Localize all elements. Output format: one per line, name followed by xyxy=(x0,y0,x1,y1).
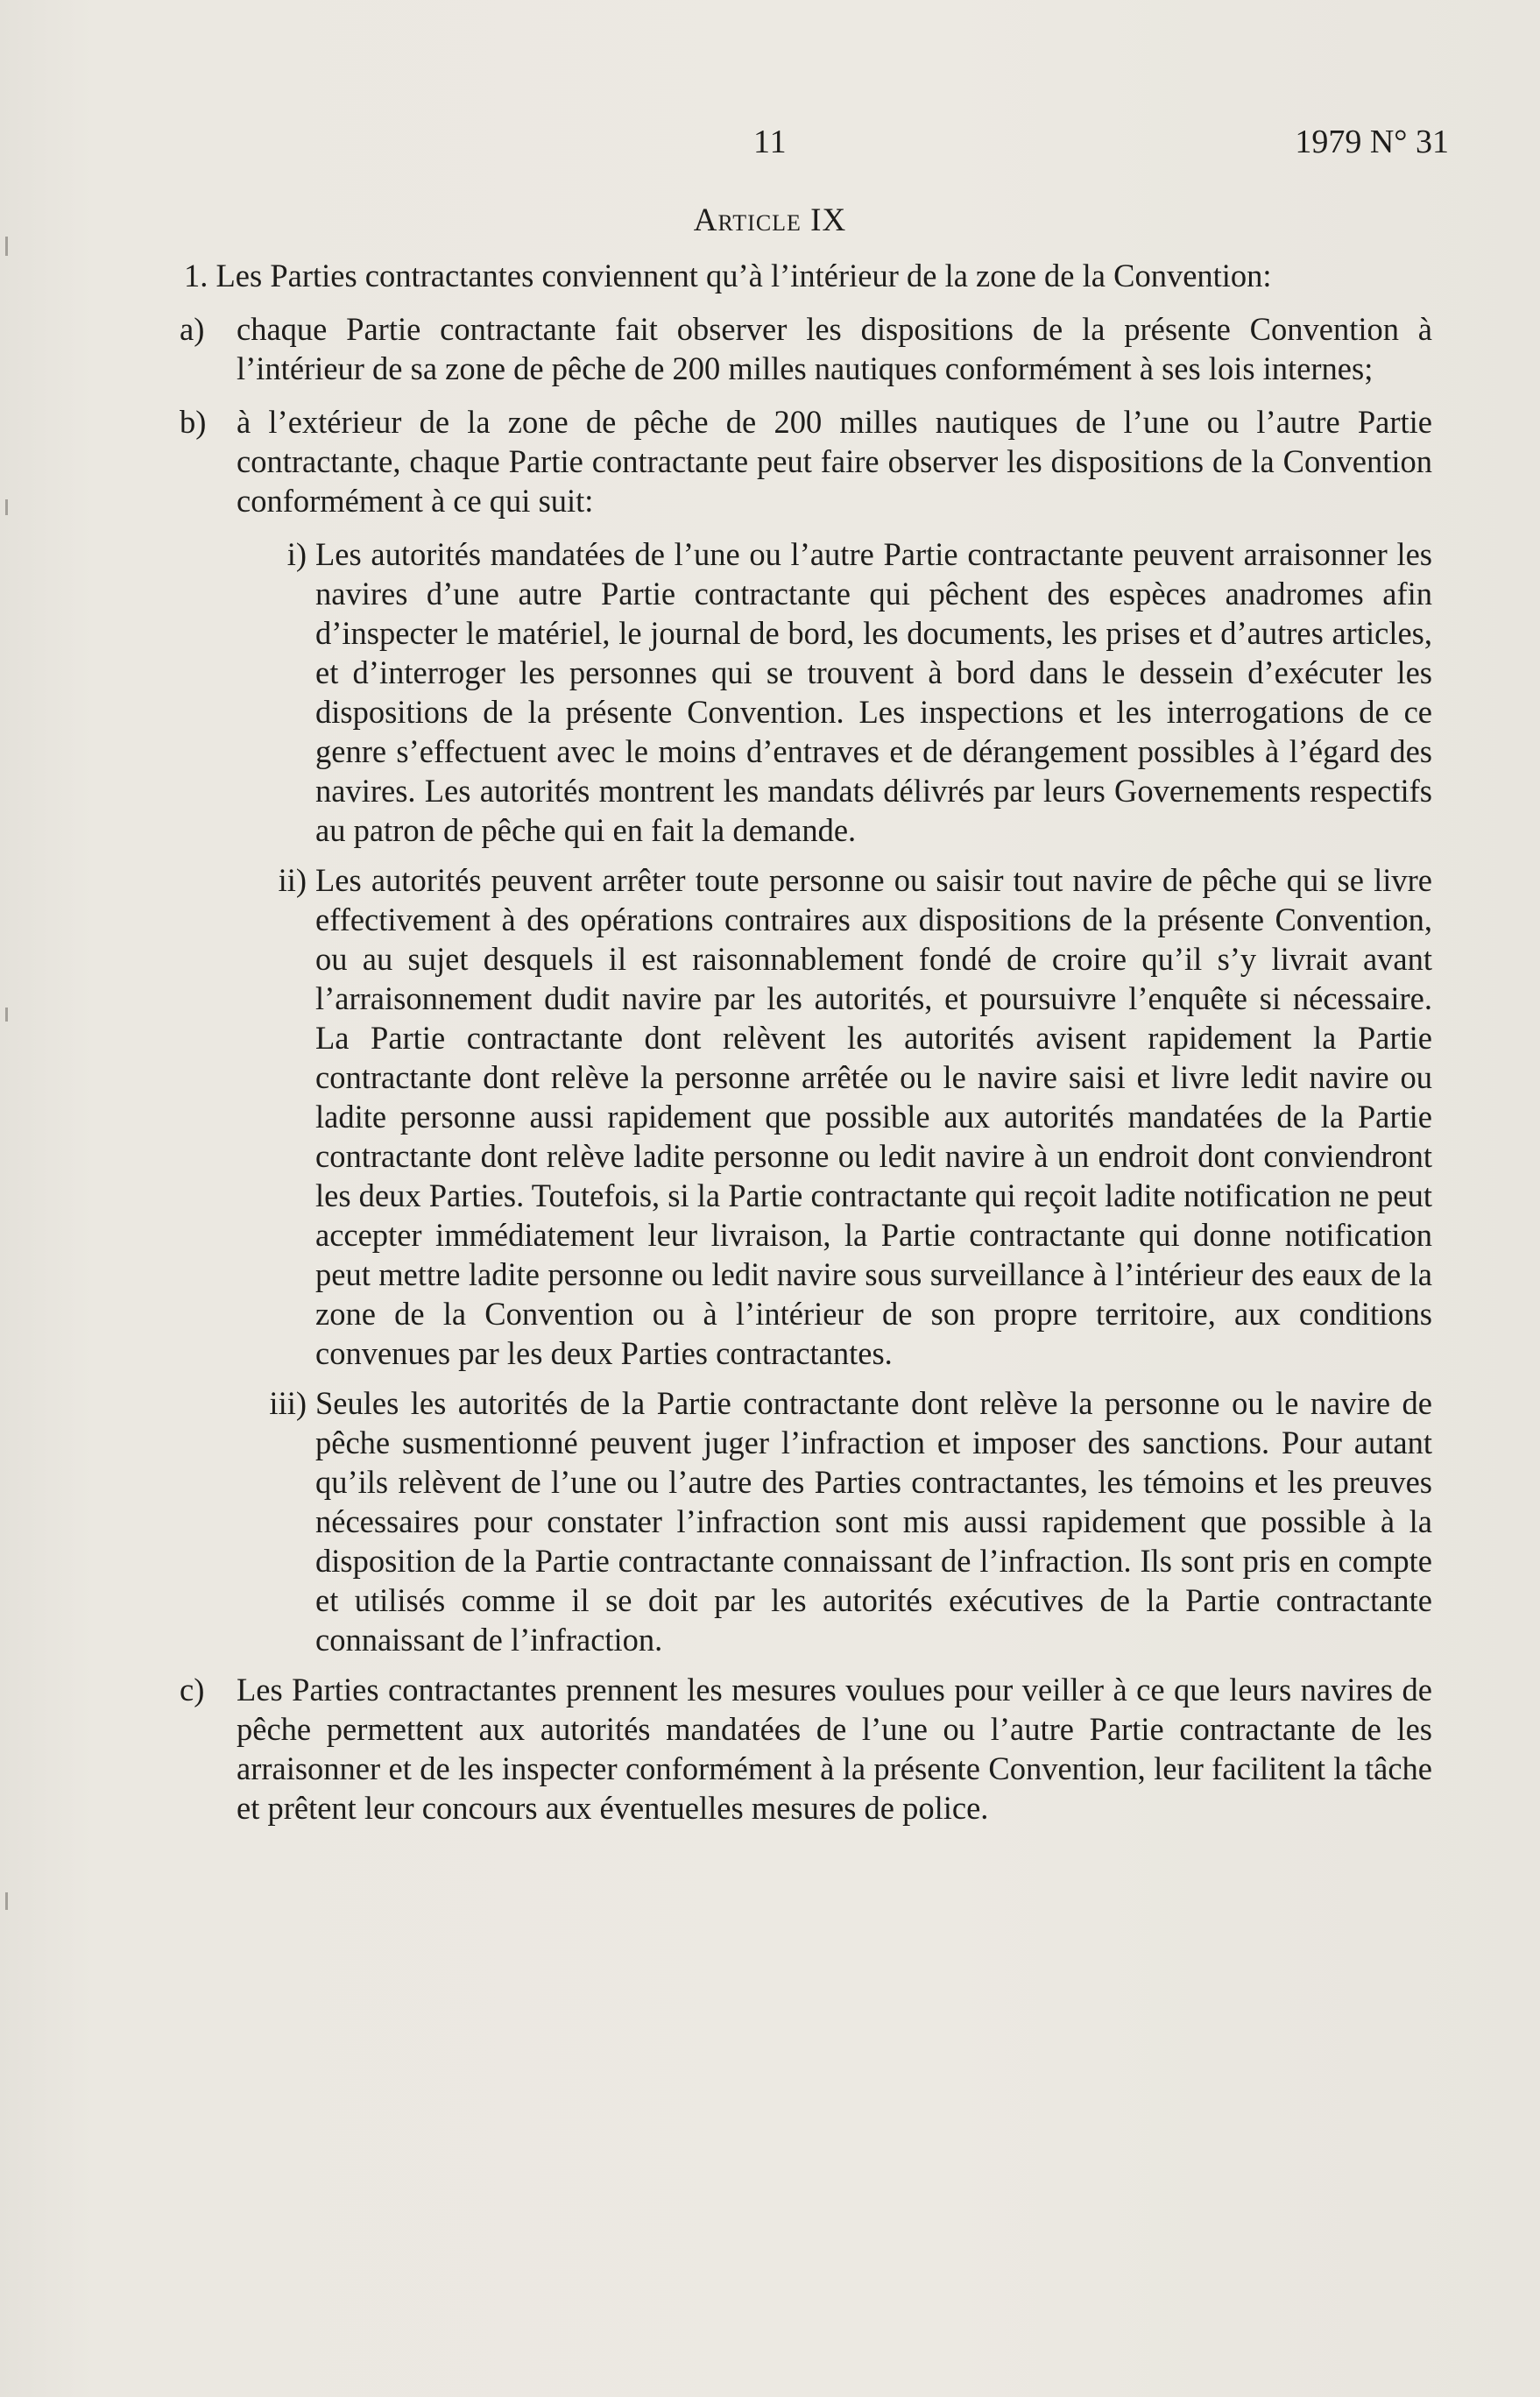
sub-item-label: ii) xyxy=(278,862,307,898)
list-item-a xyxy=(153,309,1432,388)
list-item-label: c) xyxy=(180,1672,205,1708)
sub-item-label: i) xyxy=(286,536,307,572)
sub-item-text: Seules les autorités de la Partie contractante dont relève la personne ou le navire de pêche susmentionné peuvent juger l’infraction et imposer des sanctions. Pour autant qu’ils relèvent de l’une ou l’autre des Parties contractantes, les témoins et les preuves nécessaires pour constater l’infraction sont mis aussi rapidement que possible à la disposition de la Partie contractante connaissant de l’infraction. Ils sont pris en compte et utilisés comme il se doit par les autorités exécutives de la Partie contractante connaissant de l’infraction. xyxy=(315,1385,1432,1658)
sub-item-label: iii) xyxy=(269,1385,307,1421)
sub-item-iii xyxy=(153,1383,1432,1659)
sub-item-ii xyxy=(153,860,1432,1373)
article-body xyxy=(153,256,1432,1842)
paragraph-1: 1. Les Parties contractantes conviennent qu’à l’intérieur de la zone de la Convention: xyxy=(184,258,1272,293)
sub-item-text: Les autorités mandatées de l’une ou l’autre Partie contractante peuvent arraisonner les navires d’une autre Partie contractante qui pêchent des espèces anadromes afin d’inspecter le matériel, le journal de bord, les documents, les prises et d’autres articles, et d’interroger les personnes qui se trouvent à bord dans le dessein d’exécuter les dispositions de la présente Convention. Les inspections et les interrogations de ce genre s’effectuent avec le moins d’entraves et de dérangement possibles à l’égard des navires. Les autorités montrent les mandats délivrés par leurs Governements respectifs au patron de pêche qui en fait la demande. xyxy=(315,536,1432,848)
list-item-text: à l’extérieur de la zone de pêche de 200 milles nautiques de l’une ou l’autre Partie contractante, chaque Partie contractante peut faire observer les dispositions de la Convention conformément à ce qui suit: xyxy=(237,404,1432,519)
scan-edge-mark xyxy=(5,499,8,515)
article-title: Article IX xyxy=(693,202,847,238)
list-item-text: Les Parties contractantes prennent les mesures voulues pour veiller à ce que leurs navires de pêche permettent aux autorités mandatées de l’une ou l’autre Partie contractante de les arraisonner et de les inspecter conformément à la présente Convention, leur facilitent la tâche et prêtent leur concours aux éventuelles mesures de police. xyxy=(237,1672,1432,1826)
sub-item-text: Les autorités peuvent arrêter toute personne ou saisir tout navire de pêche qui se livre effectivement à des opérations contraires aux dispositions de la présente Convention, ou au sujet desquels il est raisonnablement fondé de croire qu’il s’y livrait avant l’arraisonnement dudit navire par les autorités, et poursuivre l’enquête si nécessaire. La Partie contractante dont relèvent les autorités avisent rapidement la Partie contractante dont relève la personne arrêtée ou le navire saisi et livre ledit navire ou ladite personne aussi rapidement que possible aux autorités mandatées de la Partie contractante dont relève ladite personne ou ledit navire à un endroit dont conviendront les deux Parties. Toutefois, si la Partie contractante qui reçoit ladite notification ne peut accepter immédiatement leur livraison, la Partie contractante qui donne notification peut mettre ladite personne ou ledit navire sous surveillance à l’intérieur des eaux de la zone de la Convention ou à l’intérieur de son propre territoire, aux conditions convenues par les deux Parties contractantes. xyxy=(315,862,1432,1371)
document-year-number: 1979 N° 31 xyxy=(1295,124,1449,160)
list-item-text: chaque Partie contractante fait observer les dispositions de la présente Convention à l’intérieur de sa zone de pêche de 200 milles nautiques conformément à ses lois internes; xyxy=(237,311,1432,386)
scan-edge-mark xyxy=(5,1892,8,1910)
list-item-c xyxy=(153,1670,1432,1828)
list-item-label: b) xyxy=(180,404,207,440)
sub-item-i xyxy=(153,534,1432,850)
list-item-label: a) xyxy=(180,311,205,347)
scan-edge-mark xyxy=(5,1008,8,1022)
page-number: 11 xyxy=(753,124,788,160)
list-item-b xyxy=(153,402,1432,520)
scan-edge-mark xyxy=(5,237,8,256)
